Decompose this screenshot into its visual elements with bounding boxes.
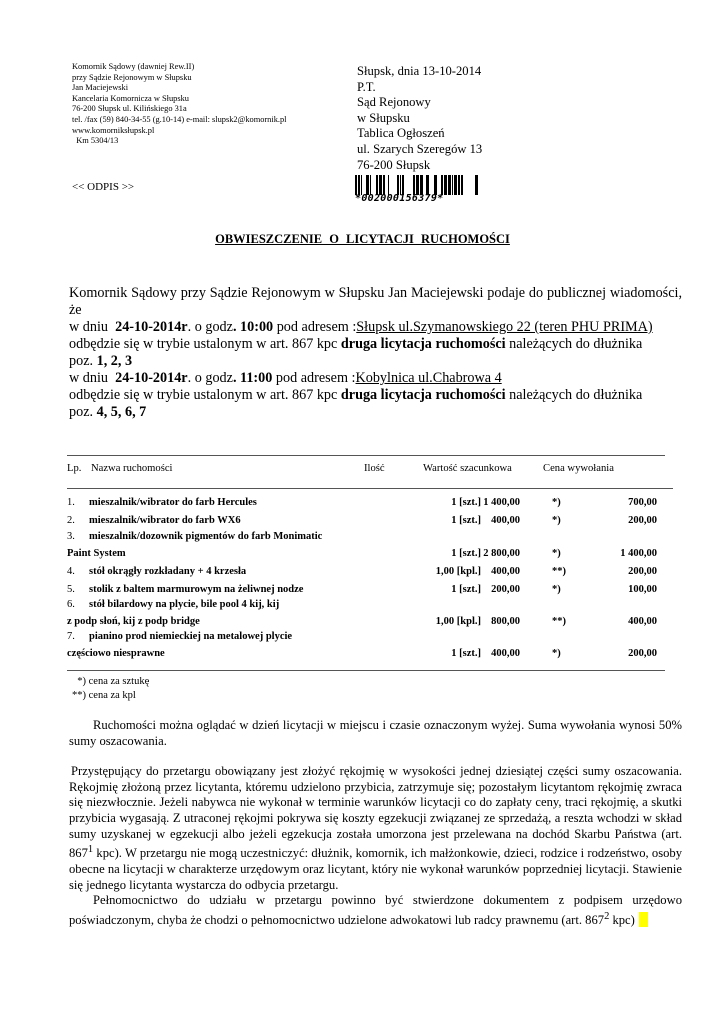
barcode-bar <box>475 175 478 195</box>
barcode-bar <box>458 175 460 195</box>
recipient-line: Sąd Rejonowy <box>357 95 431 110</box>
divider <box>67 455 665 456</box>
table-row: 2. mieszalnik/wibrator do farb WX6 1 [szt.] 400,00 *) 200,00 <box>67 515 657 526</box>
auction-1-line: w dniu 24-10-2014r. o godz. 10:00 pod adresem :Słupsk ul.Szymanowskiego 22 (teren PHU PRIMA) <box>69 319 653 335</box>
recipient-line: Tablica Ogłoszeń <box>357 126 445 141</box>
barcode-bar <box>448 175 451 195</box>
auction-1-items: poz. 1, 2, 3 <box>69 353 133 369</box>
divider <box>67 488 673 489</box>
table-row: częściowo niesprawne 1 [szt.] 400,00 *) 200,00 <box>67 648 657 659</box>
barcode <box>355 175 485 207</box>
recipient-line: w Słupsku <box>357 110 410 125</box>
barcode-bar <box>416 175 419 195</box>
auction-2-address: Kobylnica ul.Chabrowa 4 <box>355 370 502 386</box>
price-notes <box>72 675 149 703</box>
barcode-bar <box>452 175 453 195</box>
divider <box>67 670 665 671</box>
auction-1-address: Słupsk ul.Szymanowskiego 22 (teren PHU PRIMA) <box>356 319 653 335</box>
document-body <box>69 718 682 929</box>
table-row: 1. mieszalnik/wibrator do farb Hercules 1 [szt.] 1 400,00 *) 700,00 <box>67 497 657 508</box>
auction-2-items: poz. 4, 5, 6, 7 <box>69 404 147 420</box>
barcode-bar <box>383 175 385 195</box>
announcement-intro <box>69 285 682 421</box>
table-row: 7. pianino prod niemieckiej na metalowej plycie <box>67 631 293 642</box>
col-header-price: Cena wywołania <box>543 463 614 474</box>
document-title: OBWIESZCZENIE O LICYTACJI RUCHOMOŚCI <box>215 232 510 246</box>
recipient-line: ul. Szarych Szeregów 13 <box>357 141 483 156</box>
barcode-bar <box>358 175 360 195</box>
auction-1-time: . 10:00 <box>232 319 274 335</box>
barcode-bar <box>426 175 429 195</box>
auction-2-terms: odbędzie się w trybie ustalonym w art. 867 kpc druga licytacja ruchomości należących do dłużnika <box>69 387 643 403</box>
auction-1-terms: odbędzie się w trybie ustalonym w art. 867 kpc druga licytacja ruchomości należących do dłużnika <box>69 336 643 352</box>
col-header-value: Wartość szacunkowa <box>423 463 512 474</box>
barcode-bar <box>366 175 369 195</box>
paragraph-viewing: Ruchomości można oglądać w dzień licytacji w miejscu i czasie oznaczonym wyżej. Suma wywołania wynosi 50% sumy oszacowania. <box>69 718 682 748</box>
recipient-line: 76-200 Słupsk <box>357 157 431 172</box>
sender-line: 76-200 Słupsk ul. Kilińskiego 31a <box>72 104 187 114</box>
barcode-bar <box>413 175 415 195</box>
sender-address <box>72 62 287 147</box>
barcode-bar <box>454 175 457 195</box>
table-row: 3. mieszalnik/dozownik pigmentów do farb Monimatic <box>67 531 323 542</box>
recipient-address <box>357 64 482 173</box>
highlight-marker <box>639 912 648 927</box>
paragraph-power-of-attorney: Pełnomocnictwo do udziału w przetargu powinno być stwierdzone dokumentem z podpisem urzędowo poświadczonym, chyba że chodzi o pełnomocnictwo udzielone adwokatowi lub radcy prawnemu (art. $867^2$ kpc) <box>69 893 682 927</box>
place-date: Słupsk, dnia 13-10-2014 <box>357 64 482 78</box>
barcode-bar <box>397 175 399 195</box>
case-number: Km 5304/13 <box>72 136 119 146</box>
sender-line: tel. /fax (59) 840-34-55 (g.10-14) e-mail: slupsk2@komornik.pl <box>72 114 287 124</box>
table-row: z podp słoń, kij z podp bridge 1,00 [kpl.] 800,00 **) 400,00 <box>67 616 657 627</box>
note-line: **) cena za kpl <box>72 690 136 701</box>
barcode-bar <box>461 175 463 195</box>
barcode-bar <box>370 175 371 195</box>
col-header-qty: Ilość <box>364 463 385 474</box>
paragraph-deposit: Przystępujący do przetargu obowiązany jest złożyć rękojmię w wysokości jednej dziesiątej części sumy oszacowania. Rękojmię złożoną przez licytanta, któremu udzielono przybicia, zatrzymuje się; pozostałym licytantom rękojmię zwraca się niezwłocznie. Jeżeli nabywca nie wykonał w terminie warunków licytacji co do zapłaty ceny, traci rękojmię, a skutki przybicia wygasają. Z utraconej rękojmi pokrywa się koszty egzekucji związanej ze sprzedażą, a reszta wchodzi w skład sumy uzyskanej w egzekucji albo jeżeli egzekucja została umorzona jest przelewana na dochód Skarbu Państwa (art. $867^1$ kpc). W przetargu nie mogą uczestniczyć: dłużnik, komornik, ich małżonkowie, dzieci, rodzice i rodzeństwo, osoby obecne na licytacji w charakterze urzędowym oraz licytant, który nie wykonał warunków poprzedniej licytacji. Stawienie się jednego licytanta wystarcza do odbycia przetargu. <box>69 764 682 892</box>
sender-line: www.komorniksłupsk.pl <box>72 125 155 135</box>
barcode-bar <box>400 175 401 195</box>
barcode-bar <box>420 175 423 195</box>
barcode-bar <box>444 175 447 195</box>
barcode-bar <box>441 175 443 195</box>
note-line: *) cena za sztukę <box>72 676 150 687</box>
auction-1-date: 24-10-2014r <box>115 319 188 335</box>
copy-label: << ODPIS >> <box>72 181 135 193</box>
table-row: Paint System 1 [szt.] 2 800,00 *) 1 400,00 <box>67 548 657 559</box>
barcode-bar <box>361 175 362 195</box>
table-row: 6. stół bilardowy na plycie, bile pool 4 kij, kij <box>67 599 280 610</box>
recipient-line: P.T. <box>357 79 376 94</box>
barcode-bar <box>434 175 437 195</box>
barcode-bar <box>355 175 357 195</box>
auction-2-date: 24-10-2014r <box>115 370 188 386</box>
col-header-name: Nazwa ruchomości <box>91 463 173 474</box>
barcode-bar <box>402 175 404 195</box>
barcode-bar <box>379 175 382 195</box>
table-row: 4. stół okrągły rozkładany + 4 krzesła 1,00 [kpl.] 400,00 **) 200,00 <box>67 566 657 577</box>
intro-line: Komornik Sądowy przy Sądzie Rejonowym w Słupsku Jan Maciejewski podaje do publicznej wiadomości, że <box>69 285 682 318</box>
sender-line: przy Sądzie Rejonowym w Słupsku <box>72 72 192 82</box>
barcode-bar <box>376 175 378 195</box>
auction-2-line: w dniu 24-10-2014r. o godz. 11:00 pod adresem :Kobylnica ul.Chabrowa 4 <box>69 370 502 386</box>
table-row: 5. stolik z baltem marmurowym na żeliwnej nodze 1 [szt.] 200,00 *) 100,00 <box>67 584 657 595</box>
sender-line: Jan Maciejewski <box>72 83 129 93</box>
sender-line: Kancelaria Komornicza w Słupsku <box>72 93 189 103</box>
sender-line: Komornik Sądowy (dawniej Rew.II) <box>72 62 195 71</box>
barcode-bar <box>388 175 389 195</box>
barcode-text: *002000156379* <box>355 193 444 204</box>
barcode-bars <box>355 175 483 195</box>
auction-2-time: . 11:00 <box>232 370 273 386</box>
col-header-lp: Lp. <box>67 463 82 474</box>
